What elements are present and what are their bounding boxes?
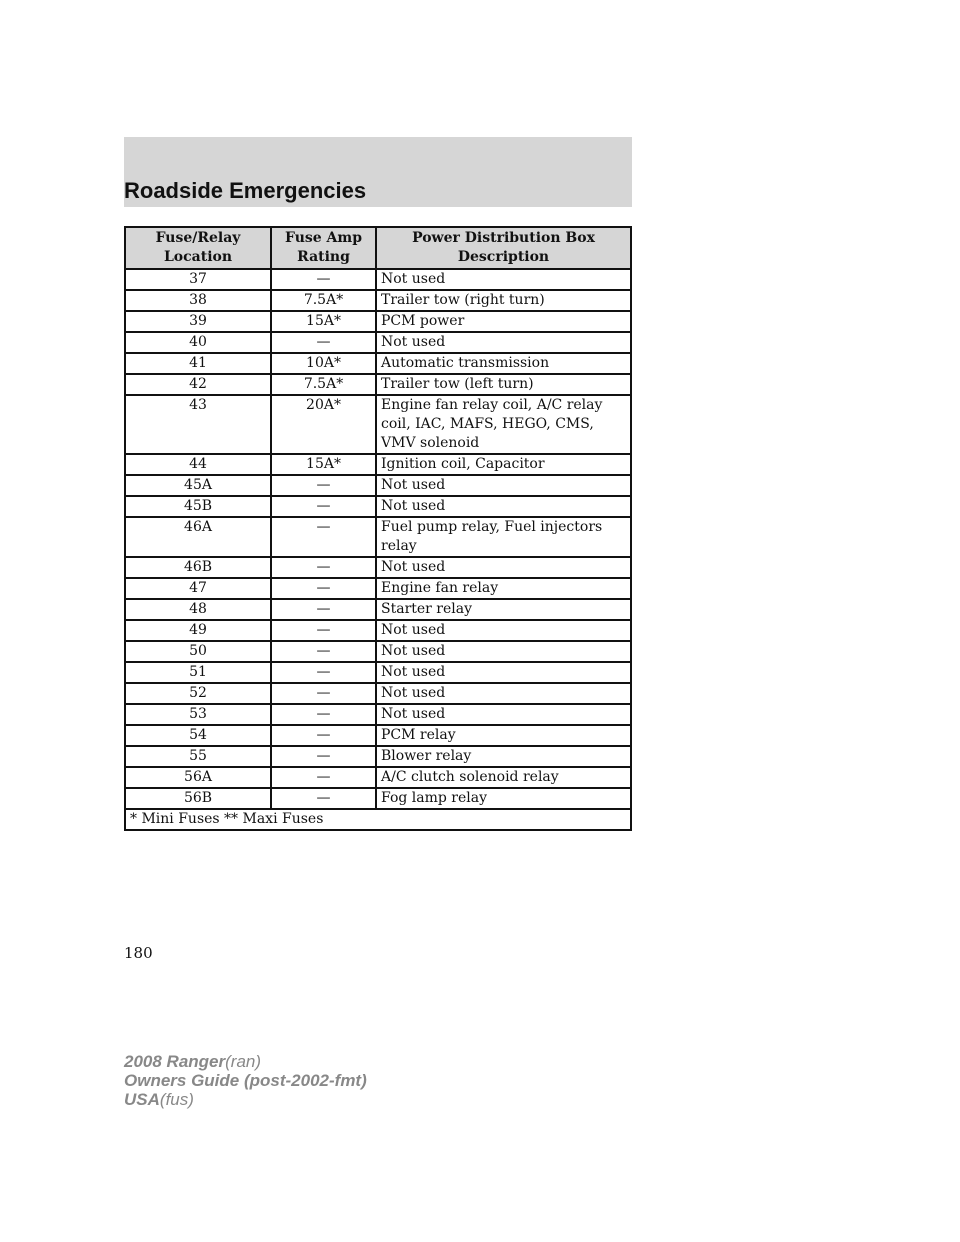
fuse-description: Trailer tow (right turn) bbox=[376, 290, 631, 311]
fuse-amp-rating: — bbox=[271, 475, 376, 496]
fuse-amp-rating: — bbox=[271, 683, 376, 704]
fuse-location: 45B bbox=[125, 496, 271, 517]
fuse-location: 44 bbox=[125, 454, 271, 475]
fuse-description: Not used bbox=[376, 620, 631, 641]
fuse-description: Not used bbox=[376, 496, 631, 517]
fuse-description: Ignition coil, Capacitor bbox=[376, 454, 631, 475]
fuse-amp-rating: — bbox=[271, 599, 376, 620]
fuse-location: 52 bbox=[125, 683, 271, 704]
fuse-amp-rating: — bbox=[271, 620, 376, 641]
table-footnote: * Mini Fuses ** Maxi Fuses bbox=[125, 809, 631, 830]
table-row bbox=[125, 311, 631, 332]
page-number: 180 bbox=[124, 944, 153, 962]
fuse-description: Not used bbox=[376, 704, 631, 725]
table-row bbox=[125, 557, 631, 578]
table-row bbox=[125, 620, 631, 641]
fuse-amp-rating: — bbox=[271, 788, 376, 809]
fuse-description: PCM power bbox=[376, 311, 631, 332]
fuse-amp-rating: 7.5A* bbox=[271, 374, 376, 395]
footer-line-1 bbox=[124, 1052, 367, 1071]
fuse-description: Not used bbox=[376, 662, 631, 683]
fuse-location: 56A bbox=[125, 767, 271, 788]
table-row bbox=[125, 517, 631, 557]
fuse-description: Not used bbox=[376, 557, 631, 578]
fuse-description: Not used bbox=[376, 475, 631, 496]
fuse-description: Not used bbox=[376, 641, 631, 662]
fuse-amp-rating: — bbox=[271, 578, 376, 599]
table-body bbox=[125, 269, 631, 809]
header-amp-rating: Fuse Amp Rating bbox=[271, 227, 376, 269]
table-header-row bbox=[125, 227, 631, 269]
fuse-amp-rating: — bbox=[271, 641, 376, 662]
table-row bbox=[125, 496, 631, 517]
fuse-location: 45A bbox=[125, 475, 271, 496]
fuse-amp-rating: 20A* bbox=[271, 395, 376, 454]
fuse-description: Not used bbox=[376, 332, 631, 353]
table-row bbox=[125, 767, 631, 788]
fuse-location: 43 bbox=[125, 395, 271, 454]
fuse-amp-rating: 15A* bbox=[271, 454, 376, 475]
fuse-location: 50 bbox=[125, 641, 271, 662]
footer-model-code: (ran) bbox=[225, 1052, 262, 1071]
table-row bbox=[125, 599, 631, 620]
footer-model: 2008 Ranger bbox=[124, 1052, 226, 1071]
fuse-location: 41 bbox=[125, 353, 271, 374]
fuse-amp-rating: — bbox=[271, 767, 376, 788]
fuse-location: 54 bbox=[125, 725, 271, 746]
fuse-table bbox=[124, 226, 632, 831]
fuse-location: 46A bbox=[125, 517, 271, 557]
fuse-amp-rating: — bbox=[271, 517, 376, 557]
fuse-location: 55 bbox=[125, 746, 271, 767]
table-row bbox=[125, 353, 631, 374]
fuse-location: 40 bbox=[125, 332, 271, 353]
fuse-location: 51 bbox=[125, 662, 271, 683]
fuse-location: 46B bbox=[125, 557, 271, 578]
table-row bbox=[125, 395, 631, 454]
fuse-amp-rating: — bbox=[271, 332, 376, 353]
fuse-description: A/C clutch solenoid relay bbox=[376, 767, 631, 788]
fuse-description: Not used bbox=[376, 269, 631, 290]
table-row bbox=[125, 290, 631, 311]
table-row bbox=[125, 269, 631, 290]
fuse-location: 47 bbox=[125, 578, 271, 599]
footer-market-code: (fus) bbox=[159, 1090, 194, 1109]
fuse-description: Engine fan relay bbox=[376, 578, 631, 599]
footer-guide: Owners Guide (post-2002-fmt) bbox=[124, 1071, 367, 1090]
fuse-amp-rating: 10A* bbox=[271, 353, 376, 374]
fuse-location: 38 bbox=[125, 290, 271, 311]
table-row bbox=[125, 662, 631, 683]
table-row bbox=[125, 475, 631, 496]
fuse-amp-rating: — bbox=[271, 725, 376, 746]
fuse-description: Engine fan relay coil, A/C relay coil, IAC, MAFS, HEGO, CMS, VMV solenoid bbox=[376, 395, 631, 454]
fuse-location: 53 bbox=[125, 704, 271, 725]
footer-market: USA bbox=[124, 1090, 160, 1109]
fuse-description: PCM relay bbox=[376, 725, 631, 746]
fuse-amp-rating: — bbox=[271, 269, 376, 290]
fuse-description: Not used bbox=[376, 683, 631, 704]
footer-line-2 bbox=[124, 1071, 367, 1090]
header-description: Power Distribution Box Description bbox=[376, 227, 631, 269]
fuse-amp-rating: 15A* bbox=[271, 311, 376, 332]
fuse-description: Fuel pump relay, Fuel injectors relay bbox=[376, 517, 631, 557]
table-row bbox=[125, 704, 631, 725]
fuse-location: 56B bbox=[125, 788, 271, 809]
fuse-description: Automatic transmission bbox=[376, 353, 631, 374]
fuse-location: 39 bbox=[125, 311, 271, 332]
fuse-description: Trailer tow (left turn) bbox=[376, 374, 631, 395]
fuse-location: 42 bbox=[125, 374, 271, 395]
fuse-location: 49 bbox=[125, 620, 271, 641]
table-row bbox=[125, 683, 631, 704]
fuse-amp-rating: — bbox=[271, 557, 376, 578]
fuse-amp-rating: 7.5A* bbox=[271, 290, 376, 311]
fuse-description: Fog lamp relay bbox=[376, 788, 631, 809]
table-row bbox=[125, 641, 631, 662]
document-footer bbox=[124, 1052, 367, 1109]
fuse-description: Starter relay bbox=[376, 599, 631, 620]
table-row bbox=[125, 788, 631, 809]
fuse-description: Blower relay bbox=[376, 746, 631, 767]
table-row bbox=[125, 725, 631, 746]
table-row bbox=[125, 746, 631, 767]
section-title: Roadside Emergencies bbox=[124, 178, 367, 203]
header-location: Fuse/Relay Location bbox=[125, 227, 271, 269]
fuse-amp-rating: — bbox=[271, 496, 376, 517]
fuse-amp-rating: — bbox=[271, 662, 376, 683]
table-row bbox=[125, 454, 631, 475]
footer-line-3 bbox=[124, 1090, 367, 1109]
table-row bbox=[125, 578, 631, 599]
fuse-location: 48 bbox=[125, 599, 271, 620]
table-footnote-row bbox=[125, 809, 631, 830]
table-row bbox=[125, 374, 631, 395]
fuse-location: 37 bbox=[125, 269, 271, 290]
fuse-amp-rating: — bbox=[271, 704, 376, 725]
table-row bbox=[125, 332, 631, 353]
fuse-amp-rating: — bbox=[271, 746, 376, 767]
